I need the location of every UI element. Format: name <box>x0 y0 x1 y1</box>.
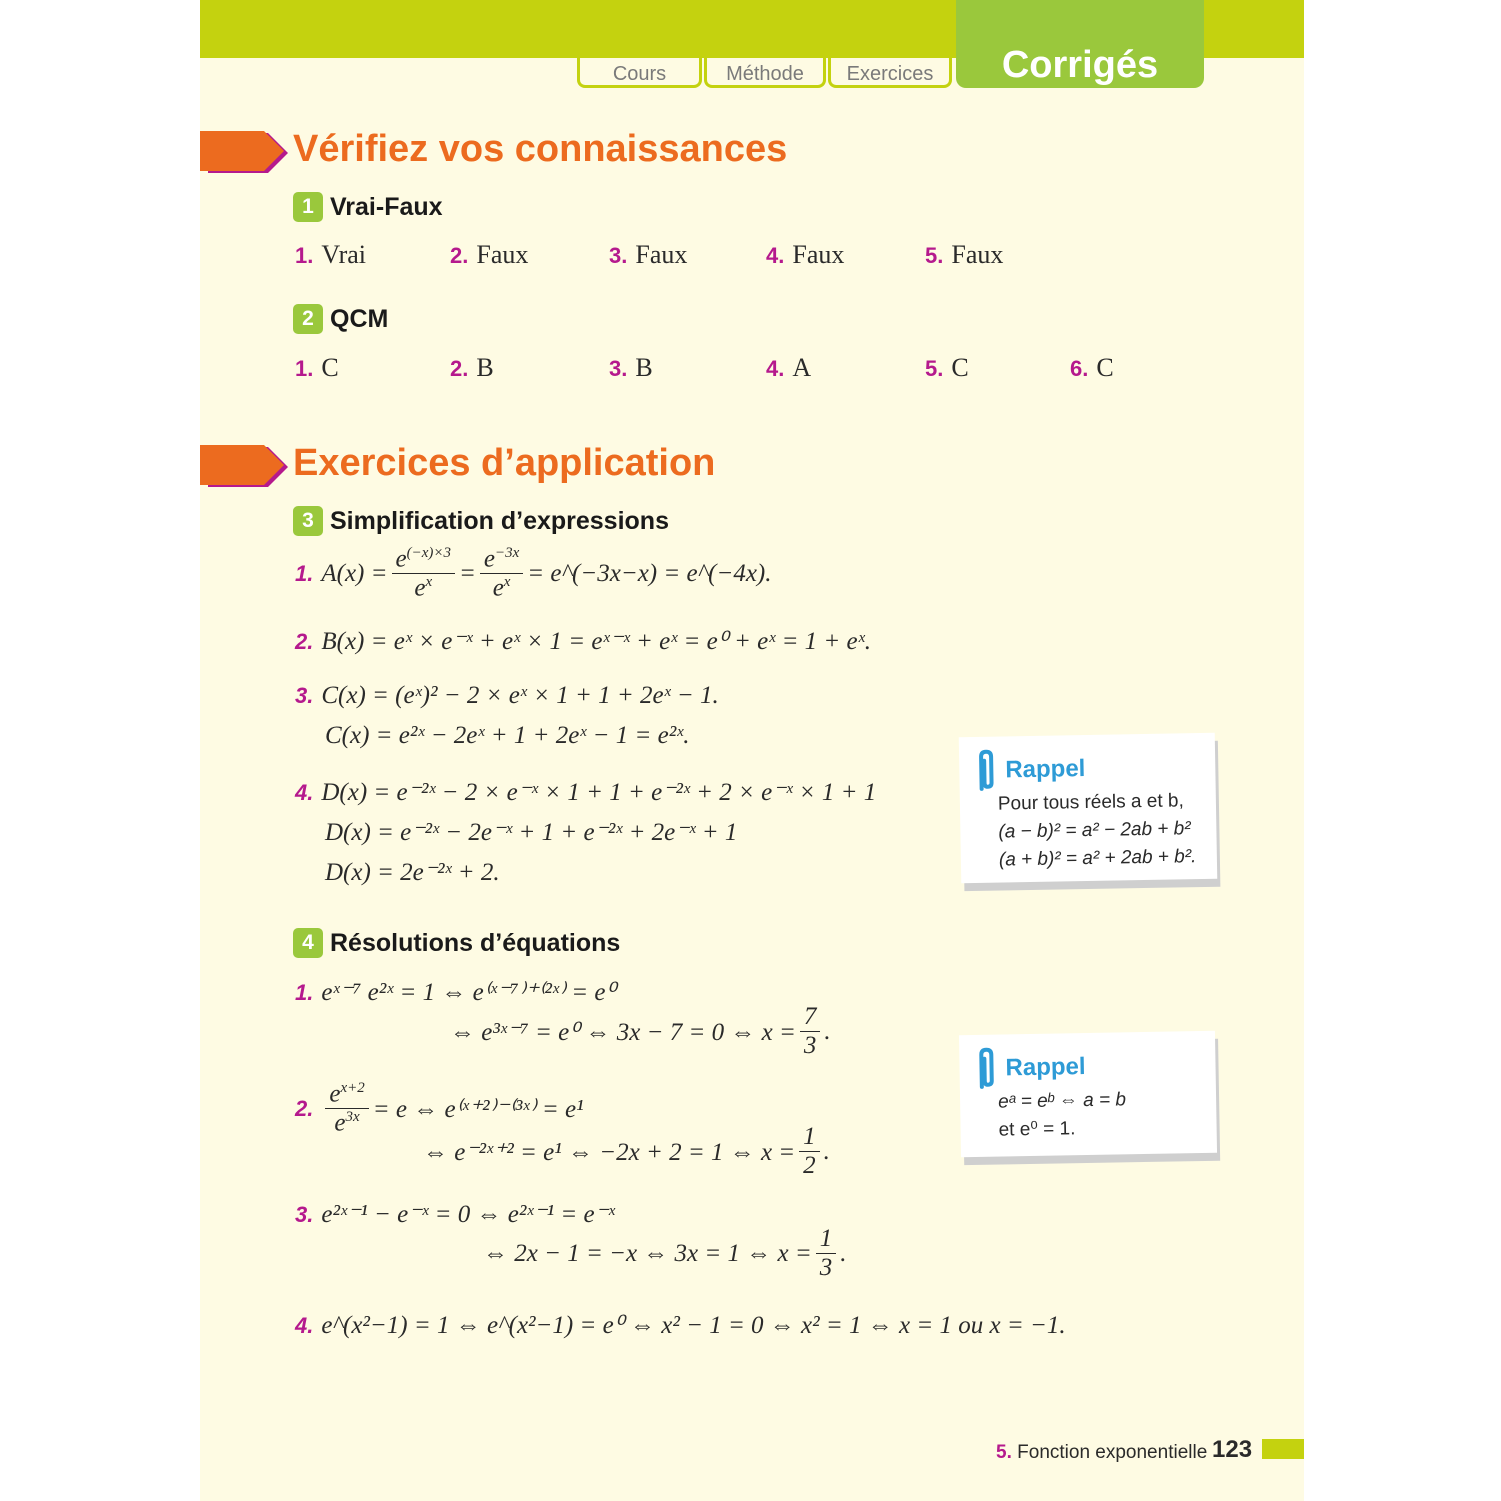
tab-corriges[interactable] <box>956 0 1204 88</box>
rappel-body: eᵃ = eᵇ ⇔ a = b et e⁰ = 1. <box>997 1089 1127 1141</box>
answer-item: 6. C <box>1070 353 1114 382</box>
solution-3-3-line1: 3. C(x) = (eˣ)² − 2 × eˣ × 1 + 1 + 2eˣ − 1. <box>295 682 719 709</box>
answer-item: 2. B <box>450 353 494 382</box>
exercise-heading-qcm <box>293 304 388 334</box>
exercise-heading-resolutions <box>293 928 620 958</box>
rappel-note-2 <box>959 1031 1217 1157</box>
section-arrow-icon <box>200 131 288 173</box>
answer-item: 2. Faux <box>450 240 529 269</box>
rappel-note-1 <box>959 733 1218 883</box>
solution-4-1-line2: ⇔ e³ˣ⁻⁷ = e⁰ ⇔ 3x − 7 = 0 ⇔ x = $\frac{7}{3}$ . <box>450 1003 831 1059</box>
exercise-title: Vrai-Faux <box>330 192 443 221</box>
exercise-title: Simplification d’expressions <box>330 506 669 535</box>
answer-item: 3. Faux <box>609 240 688 269</box>
exercise-number: 4 <box>293 928 323 958</box>
solution-4-3-line1: 3. e²ˣ⁻¹ − e⁻ˣ = 0 ⇔ e²ˣ⁻¹ = e⁻ˣ <box>295 1201 615 1228</box>
solution-3-1: 1. A(x) = $\frac{e^{(-x)\times 3}}{e^x}$ = $\frac{e^{-3x}}{e^x}$ = e^(−3x−x) = e^(−4x). <box>295 545 772 602</box>
answer-item: 1. C <box>295 353 339 382</box>
footer-chapter: 5. Fonction exponentielle <box>996 1442 1208 1463</box>
solution-4-4: 4. e^(x²−1) = 1 ⇔ e^(x²−1) = e⁰ ⇔ x² − 1 = 0 ⇔ x² = 1 ⇔ x = 1 ou x = −1. <box>295 1312 1066 1339</box>
answer-item: 4. A <box>766 353 812 382</box>
solution-4-1-line1: 1. eˣ⁻⁷ e²ˣ = 1 ⇔ e⁽ˣ⁻⁷⁾⁺⁽²ˣ⁾ = e⁰ <box>295 979 616 1006</box>
solution-4-2-line1: 2. $\frac{e^{x+2}}{e^{3x}}$ = e ⇔ e⁽ˣ⁺²⁾⁻⁽³ˣ⁾ = e¹ <box>295 1080 584 1137</box>
solution-3-3-line2: C(x) = e²ˣ − 2eˣ + 1 + 2eˣ − 1 = e²ˣ. <box>325 722 690 749</box>
tab-exercices[interactable]: Exercices <box>828 58 952 88</box>
solution-3-2: 2. B(x) = eˣ × e⁻ˣ + eˣ × 1 = eˣ⁻ˣ + eˣ = e⁰ + eˣ = 1 + eˣ. <box>295 628 871 655</box>
paperclip-icon <box>973 749 1000 793</box>
answer-item: 5. C <box>925 353 969 382</box>
section-title-verifiez: Vérifiez vos connaissances <box>293 128 788 170</box>
solution-3-4-line2: D(x) = e⁻²ˣ − 2e⁻ˣ + 1 + e⁻²ˣ + 2e⁻ˣ + 1 <box>325 819 738 846</box>
answer-item: 1. Vrai <box>295 240 366 269</box>
fraction: $\frac{7}{3}$ <box>800 1003 821 1060</box>
footer-accent-bar <box>1262 1439 1304 1459</box>
fraction: $\frac{e^{(-x)\times 3}}{e^x}$ <box>392 545 456 603</box>
answer-item: 5. Faux <box>925 240 1004 269</box>
rappel-title: Rappel <box>973 1045 1086 1091</box>
answer-item: 3. B <box>609 353 653 382</box>
fraction: $\frac{e^{x+2}}{e^{3x}}$ <box>325 1080 368 1138</box>
exercise-title: Résolutions d’équations <box>330 928 621 957</box>
tab-corriges-label: Corrigés <box>1001 44 1159 86</box>
exercise-number: 3 <box>293 506 323 536</box>
exercise-heading-simplification <box>293 506 669 536</box>
tab-methode[interactable]: Méthode <box>704 58 826 88</box>
exercise-heading-vrai-faux <box>293 192 443 222</box>
exercise-number: 2 <box>293 304 323 334</box>
section-arrow-icon <box>200 445 288 487</box>
tab-cours[interactable]: Cours <box>577 58 702 88</box>
section-title-exercices: Exercices d’application <box>293 442 716 484</box>
fraction: $\frac{e^{-3x}}{e^x}$ <box>480 545 523 603</box>
fraction: $\frac{1}{2}$ <box>799 1123 820 1180</box>
solution-4-2-line2: ⇔ e⁻²ˣ⁺² = e¹ ⇔ −2x + 2 = 1 ⇔ x = $\frac{1}{2}$ . <box>423 1123 830 1179</box>
paperclip-icon <box>973 1047 1000 1091</box>
solution-3-4-line3: D(x) = 2e⁻²ˣ + 2. <box>325 859 500 886</box>
rappel-body: Pour tous réels a et b, (a − b)² = a² − 2ab + b² (a + b)² = a² + 2ab + b². <box>997 790 1197 871</box>
page-number: 123 <box>1212 1436 1253 1463</box>
fraction: $\frac{1}{3}$ <box>816 1225 837 1282</box>
exercise-number: 1 <box>293 192 323 222</box>
solution-3-4-line1: 4. D(x) = e⁻²ˣ − 2 × e⁻ˣ × 1 + 1 + e⁻²ˣ + 2 × e⁻ˣ × 1 + 1 <box>295 779 877 806</box>
answer-item: 4. Faux <box>766 240 845 269</box>
exercise-title: QCM <box>330 304 389 333</box>
rappel-title: Rappel <box>973 747 1086 793</box>
solution-4-3-line2: ⇔ 2x − 1 = −x ⇔ 3x = 1 ⇔ x = $\frac{1}{3}$ . <box>483 1225 847 1281</box>
